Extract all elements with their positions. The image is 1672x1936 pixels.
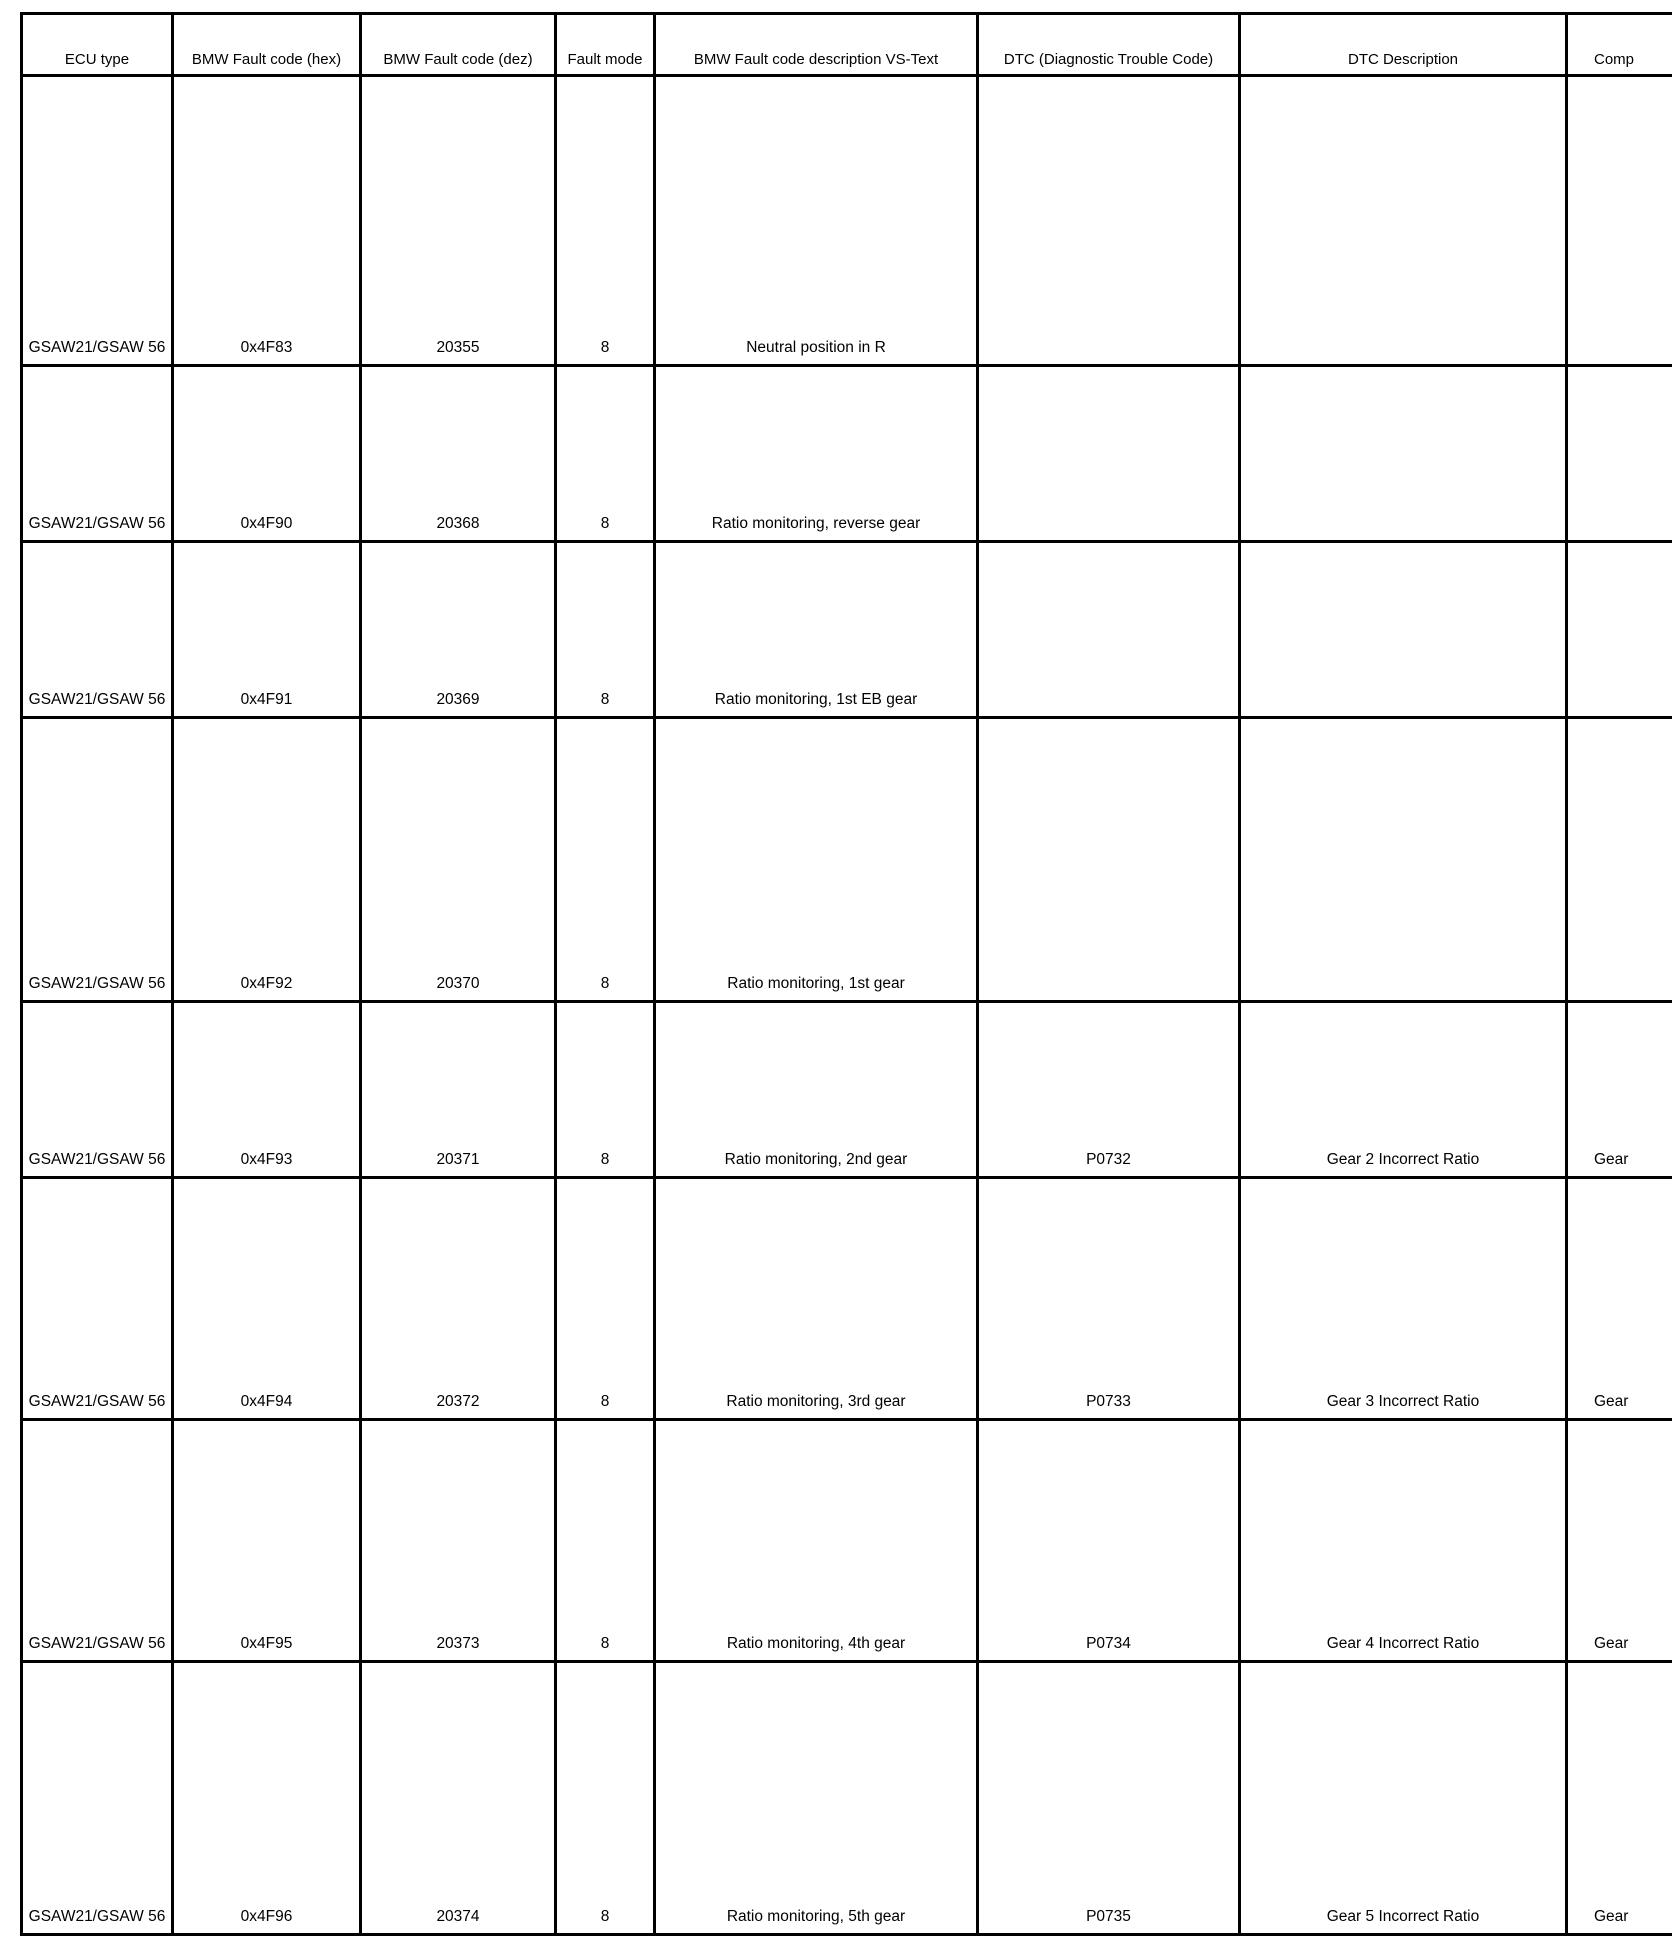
cell-dtc-description: Gear 2 Incorrect Ratio [1240, 1002, 1567, 1178]
cell-fault-code-hex: 0x4F92 [173, 718, 361, 1002]
cell-fault-code-hex: 0x4F83 [173, 76, 361, 366]
cell-fault-code-dez: 20368 [361, 366, 556, 542]
cell-dtc: P0734 [978, 1420, 1240, 1662]
table-row [22, 1178, 1672, 1420]
cell-fault-description: Ratio monitoring, reverse gear [655, 366, 978, 542]
cell-ecu-type: GSAW21/GSAW 56 [22, 1002, 173, 1178]
cell-dtc [978, 542, 1240, 718]
cell-dtc [978, 76, 1240, 366]
cell-fault-code-hex: 0x4F96 [173, 1662, 361, 1935]
cell-fault-code-dez: 20372 [361, 1178, 556, 1420]
cell-fault-description: Ratio monitoring, 5th gear [655, 1662, 978, 1935]
cell-dtc-description: Gear 4 Incorrect Ratio [1240, 1420, 1567, 1662]
cell-fault-description: Ratio monitoring, 1st gear [655, 718, 978, 1002]
cell-component: Gear [1567, 1002, 1672, 1178]
cell-ecu-type: GSAW21/GSAW 56 [22, 76, 173, 366]
cell-component [1567, 76, 1672, 366]
table-row [22, 1420, 1672, 1662]
table-row [22, 76, 1672, 366]
header-dtc-description: DTC Description [1240, 14, 1567, 76]
cell-fault-code-hex: 0x4F91 [173, 542, 361, 718]
cell-dtc: P0735 [978, 1662, 1240, 1935]
cell-fault-mode: 8 [556, 1178, 655, 1420]
header-fault-description: BMW Fault code description VS-Text [655, 14, 978, 76]
cell-fault-mode: 8 [556, 718, 655, 1002]
cell-fault-code-dez: 20373 [361, 1420, 556, 1662]
cell-component: Gear [1567, 1178, 1672, 1420]
header-fault-code-hex: BMW Fault code (hex) [173, 14, 361, 76]
table-row [22, 1662, 1672, 1935]
cell-ecu-type: GSAW21/GSAW 56 [22, 718, 173, 1002]
cell-fault-description: Ratio monitoring, 4th gear [655, 1420, 978, 1662]
cell-fault-code-dez: 20374 [361, 1662, 556, 1935]
cell-fault-code-dez: 20369 [361, 542, 556, 718]
header-ecu-type: ECU type [22, 14, 173, 76]
cell-fault-code-hex: 0x4F95 [173, 1420, 361, 1662]
cell-fault-code-dez: 20371 [361, 1002, 556, 1178]
header-fault-code-dez: BMW Fault code (dez) [361, 14, 556, 76]
cell-fault-mode: 8 [556, 1662, 655, 1935]
cell-dtc-description: Gear 3 Incorrect Ratio [1240, 1178, 1567, 1420]
table-row [22, 1002, 1672, 1178]
header-row [22, 14, 1672, 76]
cell-fault-mode: 8 [556, 76, 655, 366]
cell-dtc-description [1240, 76, 1567, 366]
cell-ecu-type: GSAW21/GSAW 56 [22, 1420, 173, 1662]
cell-fault-description: Ratio monitoring, 1st EB gear [655, 542, 978, 718]
cell-fault-code-dez: 20355 [361, 76, 556, 366]
cell-component [1567, 718, 1672, 1002]
cell-fault-description: Neutral position in R [655, 76, 978, 366]
cell-fault-description: Ratio monitoring, 2nd gear [655, 1002, 978, 1178]
header-fault-mode: Fault mode [556, 14, 655, 76]
cell-dtc [978, 718, 1240, 1002]
cell-component: Gear [1567, 1420, 1672, 1662]
cell-fault-code-hex: 0x4F93 [173, 1002, 361, 1178]
cell-dtc [978, 366, 1240, 542]
cell-component: Gear [1567, 1662, 1672, 1935]
table-row [22, 718, 1672, 1002]
cell-dtc: P0732 [978, 1002, 1240, 1178]
cell-dtc-description [1240, 366, 1567, 542]
cell-fault-code-hex: 0x4F90 [173, 366, 361, 542]
fault-code-table [20, 12, 1672, 1936]
cell-fault-mode: 8 [556, 1420, 655, 1662]
header-component: Comp [1567, 14, 1672, 76]
header-dtc: DTC (Diagnostic Trouble Code) [978, 14, 1240, 76]
spreadsheet [20, 12, 1648, 1925]
cell-component [1567, 366, 1672, 542]
table-row [22, 542, 1672, 718]
cell-fault-mode: 8 [556, 366, 655, 542]
cell-fault-mode: 8 [556, 542, 655, 718]
cell-dtc-description [1240, 542, 1567, 718]
cell-dtc: P0733 [978, 1178, 1240, 1420]
cell-ecu-type: GSAW21/GSAW 56 [22, 366, 173, 542]
cell-fault-code-dez: 20370 [361, 718, 556, 1002]
cell-dtc-description: Gear 5 Incorrect Ratio [1240, 1662, 1567, 1935]
cell-component [1567, 542, 1672, 718]
cell-dtc-description [1240, 718, 1567, 1002]
cell-fault-description: Ratio monitoring, 3rd gear [655, 1178, 978, 1420]
cell-fault-code-hex: 0x4F94 [173, 1178, 361, 1420]
table-row [22, 366, 1672, 542]
cell-ecu-type: GSAW21/GSAW 56 [22, 1662, 173, 1935]
cell-ecu-type: GSAW21/GSAW 56 [22, 1178, 173, 1420]
cell-ecu-type: GSAW21/GSAW 56 [22, 542, 173, 718]
cell-fault-mode: 8 [556, 1002, 655, 1178]
